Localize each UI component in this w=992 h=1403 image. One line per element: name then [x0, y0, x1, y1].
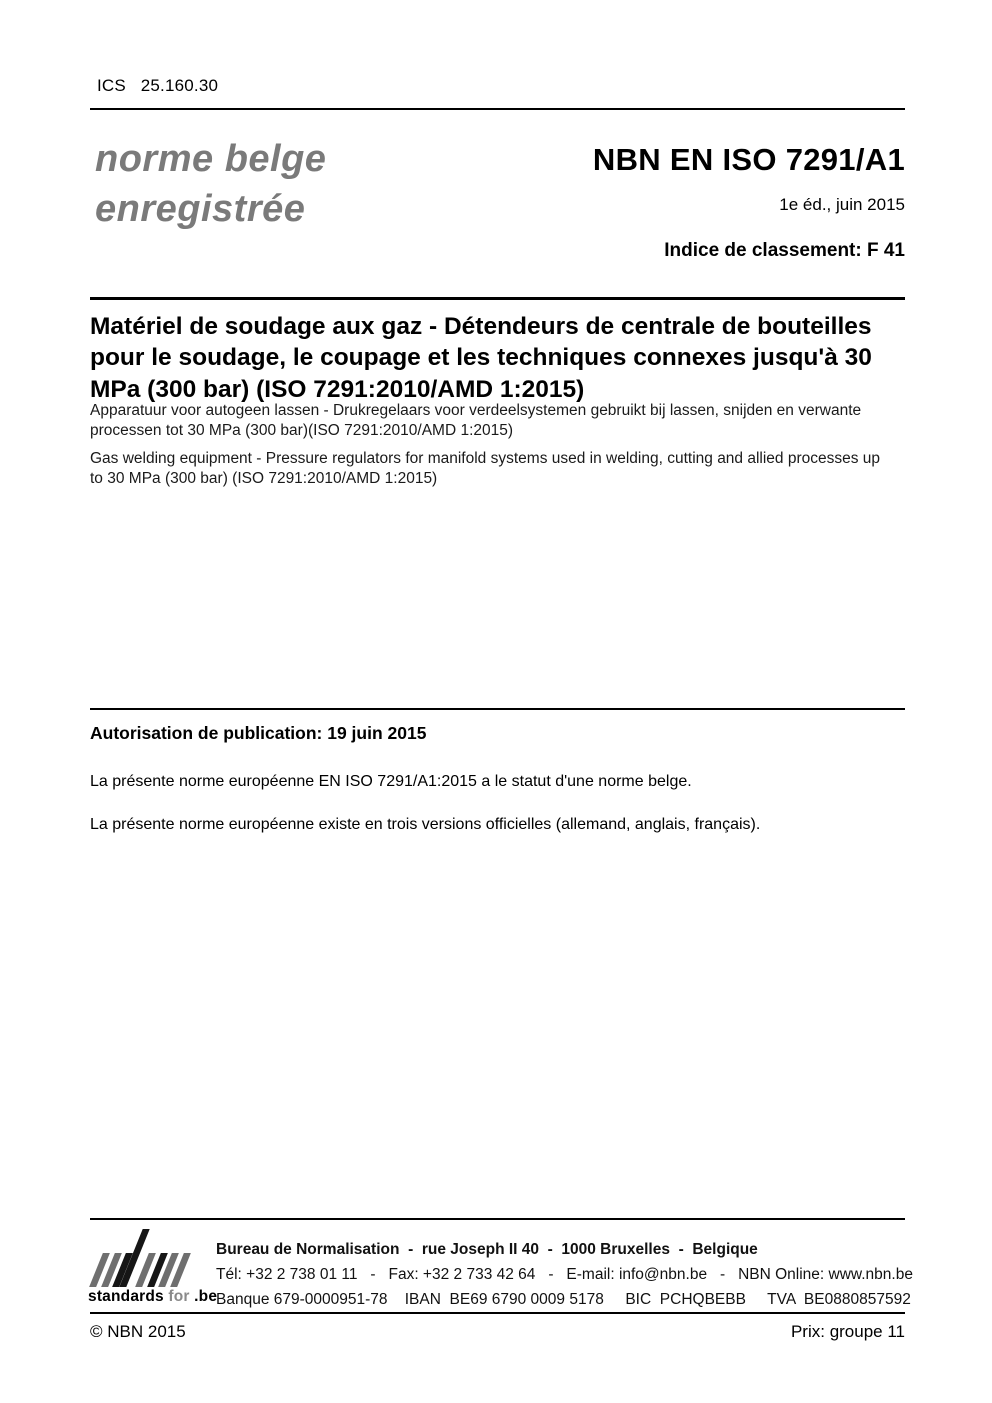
- tagline-standards: standards: [88, 1288, 164, 1305]
- divider-middle: [90, 708, 905, 710]
- divider-footer: [90, 1218, 905, 1220]
- title-french: Matériel de soudage aux gaz - Détendeurs de centrale de bouteilles pour le soudage, le coupage et les techniques connexes jusqu'à 30 MPa (300 bar) (ISO 7291:2010/AMD 1:2015): [90, 313, 872, 403]
- copyright-notice: © NBN 2015: [90, 1322, 186, 1341]
- standard-type-line2: enregistrée: [95, 188, 306, 231]
- standard-type-label: [95, 134, 326, 234]
- status-statement: La présente norme européenne EN ISO 7291/A1:2015 a le statut d'une norme belge.: [90, 773, 692, 790]
- footer-address: Bureau de Normalisation - rue Joseph II 40 - 1000 Bruxelles - Belgique: [216, 1241, 758, 1258]
- title-english: Gas welding equipment - Pressure regulators for manifold systems used in welding, cutting and allied processes up to 30 MPa (300 bar) (ISO 7291:2010/AMD 1:2015): [90, 450, 881, 488]
- ics-code: ICS 25.160.30: [97, 76, 219, 95]
- footer-contact-block: [216, 1237, 916, 1312]
- classification-index: Indice de classement: F 41: [664, 240, 905, 261]
- divider-top: [90, 108, 905, 110]
- versions-statement: La présente norme européenne existe en trois versions officielles (allemand, anglais, français).: [90, 816, 761, 833]
- nbn-logo-icon: [96, 1227, 211, 1287]
- divider-bottom: [90, 1312, 905, 1314]
- tagline-for: for: [163, 1288, 195, 1305]
- divider-title: [90, 297, 905, 300]
- publication-authorization: Autorisation de publication: 19 juin 2015: [90, 723, 427, 743]
- standard-type-line1: norme belge: [95, 138, 327, 180]
- logo-tagline: [88, 1288, 217, 1306]
- title-dutch: Apparatuur voor autogeen lassen - Drukregelaars voor verdeelsystemen gebruikt bij lassen, snijden en verwante processen tot 30 MPa (300 bar)(ISO 7291:2010/AMD 1:2015): [90, 402, 862, 440]
- header-right-block: [405, 142, 905, 262]
- edition-date: 1e éd., juin 2015: [779, 195, 905, 214]
- tagline-be: .be: [194, 1288, 218, 1305]
- footer-bank: Banque 679-0000951-78 IBAN BE69 6790 0009 5178 BIC PCHQBEBB TVA BE0880857592: [216, 1291, 911, 1308]
- document-number: NBN EN ISO 7291/A1: [592, 142, 905, 177]
- footer-contact: Tél: +32 2 738 01 11 - Fax: +32 2 733 42 64 - E-mail: info@nbn.be - NBN Online: www.nbn.be: [216, 1266, 913, 1283]
- price-group: Prix: groupe 11: [790, 1322, 905, 1341]
